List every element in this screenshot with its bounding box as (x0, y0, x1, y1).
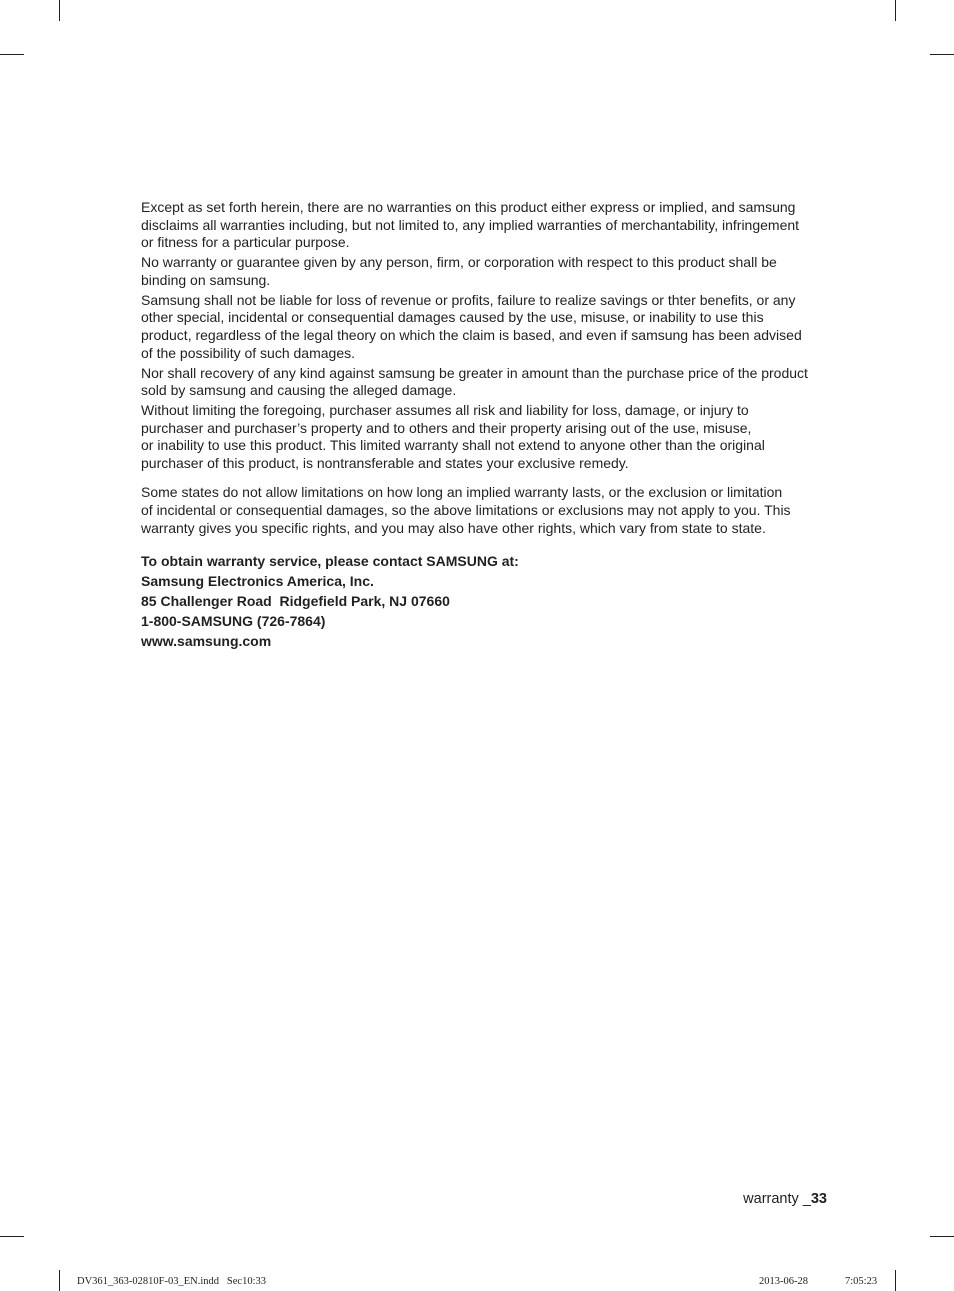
crop-mark-top-left-vertical (59, 0, 60, 21)
crop-mark-bottom-right-horizontal (930, 1236, 954, 1237)
disclaimer-paragraph: Except as set forth herein, there are no warranties on this product either express or implied, and samsung disclaims all warranties including, but not limited to, any implied warranties of merchantability, infringement or fitness for a particular purpose. (141, 199, 800, 251)
website-link[interactable]: www.samsung.com (141, 633, 272, 650)
crop-mark-bottom-left-horizontal (0, 1236, 24, 1237)
liability-paragraph: Samsung shall not be liable for loss of revenue or profits, failure to realize savings or thter benefits, or any other special, incidental or consequential damages caused by the use, misuse, or inability to use this product, regardless of the legal theory on which the claim is based, and even if samsung has been advised of the possibility of such damages. (141, 291, 802, 361)
contact-block (141, 551, 831, 651)
crop-mark-top-right-horizontal (930, 54, 954, 55)
crop-mark-bottom-right-vertical (895, 1270, 896, 1291)
page-footer (743, 1191, 827, 1207)
crop-mark-bottom-left-vertical (59, 1270, 60, 1291)
state-rights-paragraph: Some states do not allow limitations on how long an implied warranty lasts, or the exclusion or limitation of incidental or consequential damages, so the above limitations or exclusions may not apply to you. This warranty gives you specific rights, and you may also have other rights, which vary from state to state. (141, 484, 791, 536)
print-slug-date: 2013-06-28 (759, 1276, 808, 1287)
print-slug-time: 7:05:23 (845, 1276, 878, 1287)
crop-mark-top-left-horizontal (0, 54, 24, 55)
risk-paragraph: Without limiting the foregoing, purchaser assumes all risk and liability for loss, damage, or injury to purchaser and purchaser’s property and to others and their property arising out of the use, misuse, or inability to use this product. This limited warranty shall not extend to anyone other than the original purchaser of this product, is nontransferable and states your exclusive remedy. (141, 402, 765, 471)
company-address: 85 Challenger Road Ridgefield Park, NJ 07660 (141, 593, 450, 610)
warranty-body (141, 199, 831, 651)
company-name: Samsung Electronics America, Inc. (141, 573, 374, 590)
no-guarantee-paragraph: No warranty or guarantee given by any person, firm, or corporation with respect to this product shall be binding on samsung. (141, 254, 777, 288)
print-slug-file: DV361_363-02810F-03_EN.indd Sec10:33 (77, 1276, 266, 1287)
recovery-limit-paragraph: Nor shall recovery of any kind against samsung be greater in amount than the purchase price of the product sold by samsung and causing the alleged damage. (141, 364, 808, 399)
page-number: 33 (810, 1191, 827, 1207)
crop-mark-top-right-vertical (895, 0, 896, 21)
contact-heading: To obtain warranty service, please contact SAMSUNG at: (141, 553, 519, 570)
phone-number: 1-800-SAMSUNG (726-7864) (141, 613, 326, 630)
footer-section-label: warranty _ (743, 1191, 811, 1207)
